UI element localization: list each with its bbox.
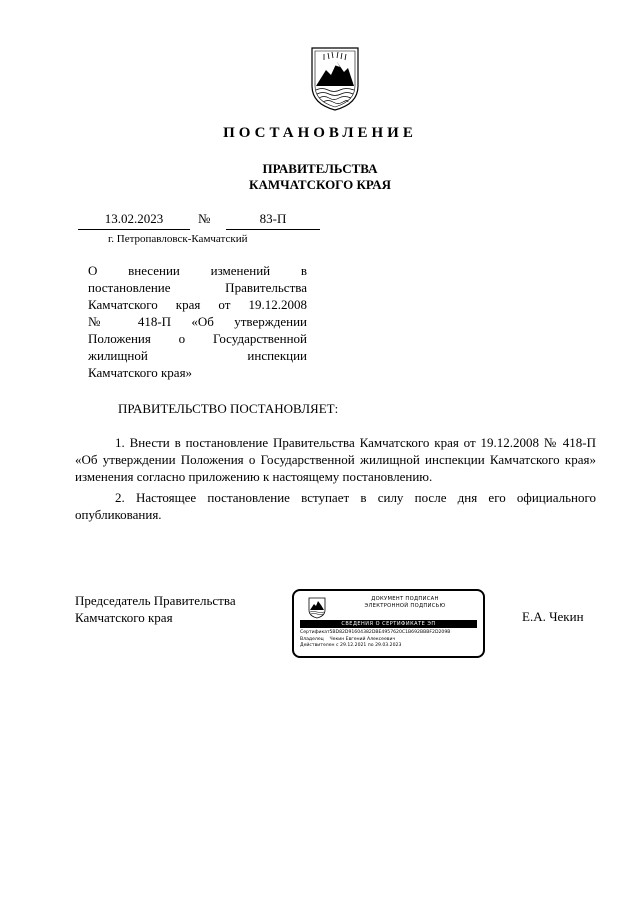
city-label: г. Петропавловск-Камчатский [108,233,248,245]
issuer-line-2: КАМЧАТСКОГО КРАЯ [249,177,391,192]
number-sign: № [198,211,211,226]
signatory-name: Е.А. Чекин [522,609,584,624]
issuer-title [0,161,640,193]
certificate-row: Сертификат 5BD82D91604382DBE4957620C1B692BBBF2D209B [300,630,451,635]
owner-row: Владелец Чекин Евгений Алексеевич [300,636,396,642]
subject-line: Камчатского края от 19.12.2008 [88,297,307,312]
electronic-signature-stamp [292,589,485,658]
emblem-icon [307,597,327,619]
signatory-role-line-1: Председатель Правительства [75,593,236,608]
subject-line: О внесении изменений в [88,263,307,278]
issuer-line-1: ПРАВИТЕЛЬСТВА [262,161,378,176]
validity-row: Действителен с 29.12.2021 по 29.03.2023 [300,643,402,648]
subject-line: № 418-П «Об утверждении [88,314,307,329]
document-number: 83-П [226,211,320,230]
paragraph-1: 1. Внести в постановление Правительства Камчатского края от 19.12.2008 № 418-П «Об утверждении Положения о Государственной жилищной инспекции Камчатского края» изменения согласно приложению к настоящему постановлению. [75,435,596,484]
signatory-role [75,592,236,626]
document-date: 13.02.2023 [78,211,190,230]
resolves-heading: ПРАВИТЕЛЬСТВО ПОСТАНОВЛЯЕТ: [118,401,339,416]
subject-block [88,262,307,381]
paragraph-2: 2. Настоящее постановление вступает в силу после дня его официального опубликования. [75,490,596,522]
signatory-role-line-2: Камчатского края [75,610,173,625]
stamp-title: ДОКУМЕНТ ПОДПИСАН ЭЛЕКТРОННОЙ ПОДПИСЬЮ [364,596,446,609]
stamp-header: СВЕДЕНИЯ О СЕРТИФИКАТЕ ЭП [300,620,477,628]
body-text [75,434,596,527]
emblem-image [304,46,366,112]
stamp-details [300,630,479,650]
document-type-title: ПОСТАНОВЛЕНИЕ [223,125,417,141]
subject-line: жилищной инспекции [88,348,307,363]
registration-line [78,211,320,231]
subject-line: Положения о Государственной [88,331,307,346]
subject-line: Камчатского края» [88,365,193,380]
subject-line: постановление Правительства [88,280,307,295]
